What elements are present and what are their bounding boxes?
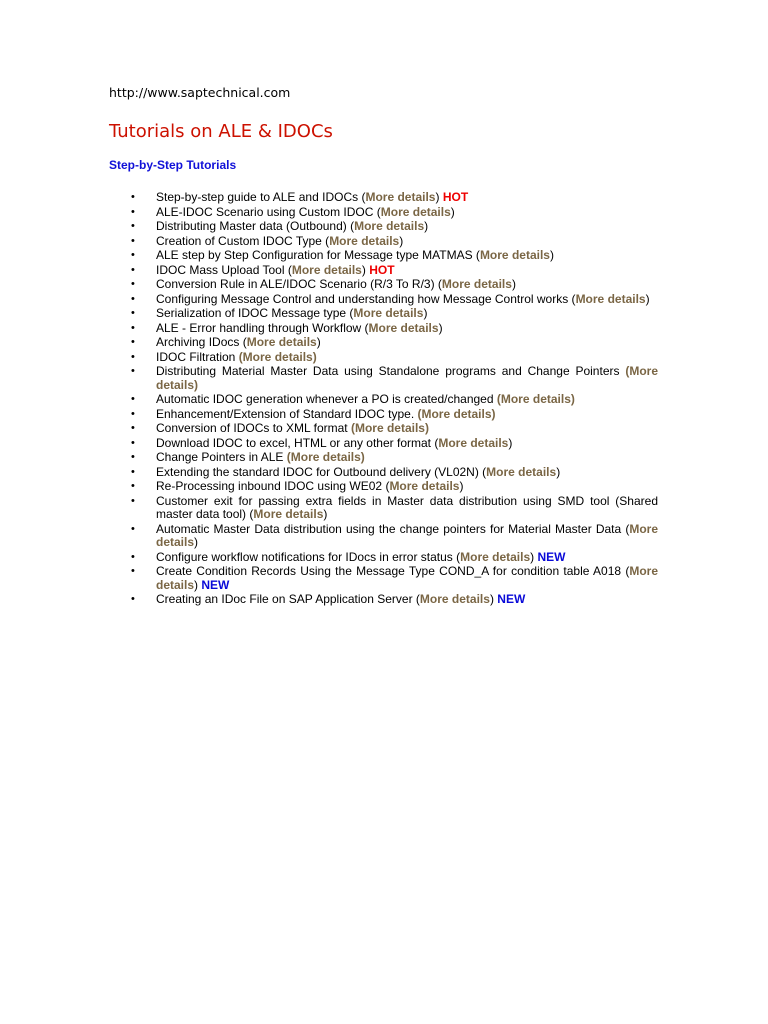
bullet-icon: •: [131, 321, 135, 334]
bullet-icon: •: [131, 593, 135, 605]
bullet-icon: •: [131, 205, 135, 218]
closing-paren: ): [556, 464, 561, 479]
closing-paren: ): [399, 233, 404, 248]
bullet-icon: •: [131, 263, 135, 276]
bullet-icon: •: [131, 522, 135, 535]
bullet-icon: •: [131, 220, 135, 232]
more-details-link[interactable]: More details: [575, 291, 646, 306]
more-details-link[interactable]: More details: [380, 204, 451, 219]
tutorial-title: Change Pointers in ALE: [156, 450, 287, 464]
more-details-link[interactable]: More details: [365, 190, 436, 204]
tutorial-item: [109, 293, 658, 307]
tutorial-title: Distributing Material Master Data using Standalone programs and Change Pointers: [156, 364, 626, 378]
tutorial-item: [109, 393, 658, 407]
more-details-link[interactable]: More details: [460, 549, 531, 564]
more-details-link[interactable]: More details: [354, 219, 425, 233]
closing-paren: ): [511, 277, 516, 291]
tutorial-item: [109, 437, 658, 451]
tutorial-title: Configure workflow notifications for IDocs in error status (: [156, 549, 461, 564]
tutorial-title: Distributing Master data (Outbound) (: [156, 219, 355, 233]
bullet-icon: •: [131, 565, 135, 577]
tutorial-list: [109, 191, 658, 608]
tutorial-title: Conversion of IDOCs to XML format: [156, 421, 351, 435]
tutorial-title: Creation of Custom IDOC Type (: [156, 233, 330, 248]
bullet-icon: •: [131, 336, 135, 348]
bullet-icon: •: [131, 480, 135, 492]
closing-paren: ): [508, 435, 513, 450]
tutorial-title: IDOC Mass Upload Tool (: [156, 262, 292, 277]
site-url[interactable]: http://www.saptechnical.com: [109, 85, 291, 100]
closing-paren: ): [423, 306, 428, 320]
more-details-link[interactable]: (More details): [238, 349, 317, 364]
more-details-link[interactable]: More details: [291, 262, 362, 277]
closing-paren: ): [645, 291, 650, 306]
more-details-link[interactable]: More details: [479, 248, 550, 262]
more-details-link[interactable]: More details: [368, 320, 439, 335]
more-details-link[interactable]: More details: [353, 306, 424, 320]
tutorial-title: Re-Processing inbound IDOC using WE02 (: [156, 479, 390, 493]
tutorial-item: [109, 191, 658, 205]
tutorial-item: [109, 365, 658, 392]
more-details-link[interactable]: (More details): [286, 450, 365, 464]
tutorial-title: Serialization of IDOC Message type (: [156, 306, 354, 320]
tutorial-item: [109, 220, 658, 234]
bullet-icon: •: [131, 191, 135, 203]
bullet-icon: •: [131, 292, 135, 305]
tutorial-title: Create Condition Records Using the Message Type COND_A for condition table A018 (: [156, 564, 630, 578]
tutorial-item: [109, 523, 658, 550]
closing-paren: ): [323, 507, 328, 521]
closing-paren: ): [530, 549, 535, 564]
tutorial-title: Download IDOC to excel, HTML or any other format (: [156, 435, 439, 450]
more-details-link[interactable]: More details: [419, 592, 490, 606]
tutorial-title: ALE-IDOC Scenario using Custom IDOC (: [156, 204, 381, 219]
closing-paren: ): [316, 335, 321, 349]
tutorial-item: [109, 551, 658, 565]
tutorial-title: ALE - Error handling through Workflow (: [156, 320, 369, 335]
more-details-link[interactable]: More details: [389, 479, 460, 493]
tutorial-item: [109, 336, 658, 350]
tutorial-item: [109, 235, 658, 249]
tutorial-item: [109, 351, 658, 365]
tutorial-title: Enhancement/Extension of Standard IDOC type.: [156, 406, 418, 421]
tutorial-title: Customer exit for passing extra fields in Master data distribution using SMD tool (Shared master data tool) (: [156, 493, 658, 521]
bullet-icon: •: [131, 234, 135, 247]
tutorial-item: [109, 322, 658, 336]
closing-paren: ): [424, 219, 429, 233]
tutorial-item: [109, 307, 658, 321]
bullet-icon: •: [131, 307, 135, 319]
tutorial-title: Automatic Master Data distribution using the change pointers for Material Master Data (: [156, 521, 630, 536]
page-title: Tutorials on ALE & IDOCs: [109, 121, 333, 142]
tutorial-title: Extending the standard IDOC for Outbound delivery (VL02N) (: [156, 464, 487, 479]
closing-paren: ): [450, 204, 455, 219]
more-details-link[interactable]: More details: [246, 335, 317, 349]
closing-paren: ): [549, 248, 554, 262]
bullet-icon: •: [131, 465, 135, 478]
tutorial-title: Conversion Rule in ALE/IDOC Scenario (R/3 To R/3) (: [156, 277, 442, 291]
more-details-link[interactable]: More details: [438, 435, 509, 450]
more-details-link[interactable]: (More details): [350, 421, 429, 435]
more-details-link[interactable]: (More details): [417, 406, 496, 421]
tutorial-item: [109, 206, 658, 220]
bullet-icon: •: [131, 550, 135, 563]
bullet-icon: •: [131, 494, 135, 507]
closing-paren: ): [194, 577, 199, 592]
new-badge: NEW: [201, 577, 230, 592]
tutorial-title: Archiving IDocs (: [156, 335, 247, 349]
closing-paren: ): [194, 535, 199, 549]
tutorial-title: Creating an IDoc File on SAP Application Server (: [156, 592, 420, 606]
closing-paren: ): [361, 262, 366, 277]
hot-badge: HOT: [442, 190, 469, 204]
bullet-icon: •: [131, 365, 135, 377]
section-heading: Step-by-Step Tutorials: [109, 158, 237, 172]
closing-paren: ): [489, 592, 494, 606]
more-details-link[interactable]: More details: [156, 564, 658, 592]
bullet-icon: •: [131, 422, 135, 434]
more-details-link[interactable]: More details: [156, 521, 658, 549]
new-badge: NEW: [537, 549, 566, 564]
bullet-icon: •: [131, 407, 135, 420]
tutorial-item: [109, 264, 658, 278]
tutorial-item: [109, 593, 658, 607]
closing-paren: ): [435, 190, 440, 204]
tutorial-title: IDOC Filtration: [156, 349, 239, 364]
new-badge: NEW: [497, 592, 526, 606]
tutorial-item: [109, 451, 658, 465]
tutorial-item: [109, 565, 658, 592]
more-details-link[interactable]: More details: [329, 233, 400, 248]
hot-badge: HOT: [369, 262, 395, 277]
tutorial-title: Step-by-step guide to ALE and IDOCs (: [156, 190, 366, 204]
tutorial-item: [109, 408, 658, 422]
closing-paren: ): [459, 479, 464, 493]
bullet-icon: •: [131, 393, 135, 405]
tutorial-title: Configuring Message Control and understanding how Message Control works (: [156, 291, 576, 306]
more-details-link[interactable]: More details: [486, 464, 557, 479]
tutorial-item: [109, 278, 658, 292]
bullet-icon: •: [131, 436, 135, 449]
tutorial-item: [109, 466, 658, 480]
more-details-link[interactable]: More details: [441, 277, 512, 291]
bullet-icon: •: [131, 249, 135, 261]
tutorial-item: [109, 249, 658, 263]
more-details-link[interactable]: (More details): [156, 364, 658, 392]
tutorial-item: [109, 422, 658, 436]
bullet-icon: •: [131, 451, 135, 463]
bullet-icon: •: [131, 350, 135, 363]
closing-paren: ): [438, 320, 443, 335]
tutorial-item: [109, 495, 658, 522]
tutorial-item: [109, 480, 658, 494]
more-details-link[interactable]: More details: [253, 507, 324, 521]
tutorial-title: ALE step by Step Configuration for Message type MATMAS (: [156, 248, 480, 262]
bullet-icon: •: [131, 278, 135, 290]
tutorial-title: Automatic IDOC generation whenever a PO is created/changed: [156, 392, 497, 406]
more-details-link[interactable]: (More details): [496, 392, 575, 406]
